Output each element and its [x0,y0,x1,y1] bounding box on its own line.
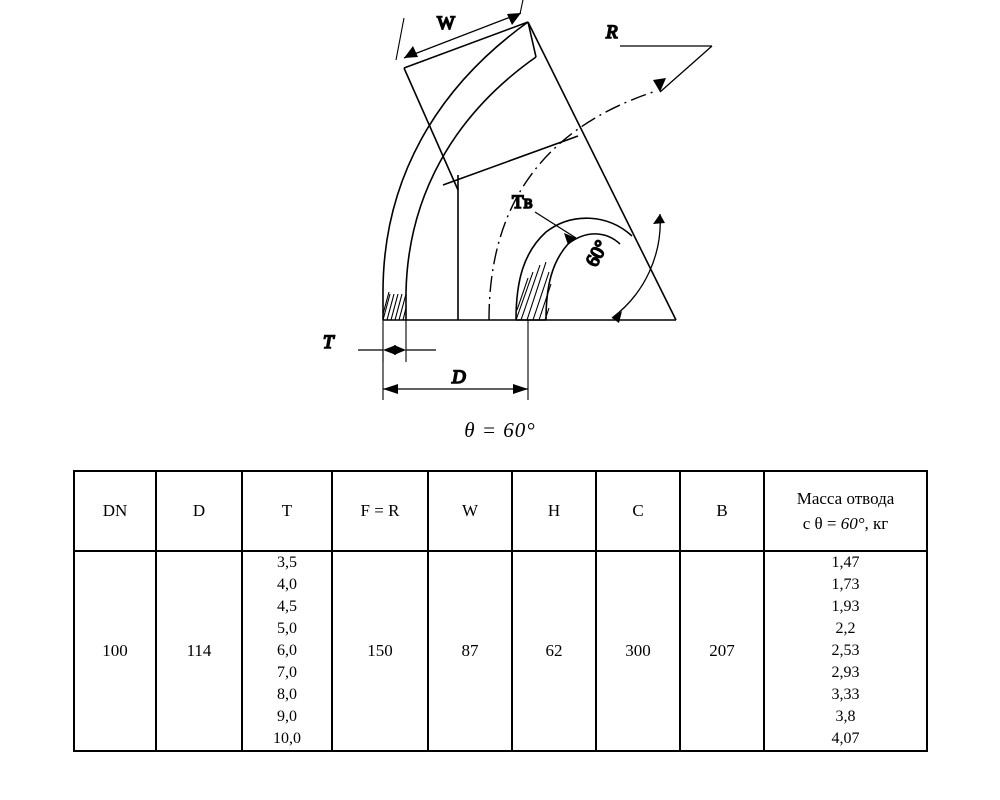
d-arrow-right [513,384,528,394]
header-t: T [242,471,332,551]
header-b: B [680,471,764,551]
cell-t-value: 4,5 [277,598,297,616]
cell-c: 300 [596,551,680,751]
cell-t-value: 3,5 [277,554,297,572]
label-t: T [323,332,334,353]
drawing-caption: θ = 60° [464,418,536,442]
left-wall-hatch [383,292,406,320]
angle-arc [612,214,660,318]
table-row [74,551,927,751]
header-w: W [428,471,512,551]
top-face-left [528,22,536,57]
cell-b: 207 [680,551,764,751]
angle-arrow-2 [653,214,665,224]
outer-right-long-edge [528,22,676,320]
cell-h: 62 [512,551,596,751]
d-arrow-left [383,384,398,394]
cell-t-value: 5,0 [277,620,297,638]
cell-t-list [242,551,332,751]
cell-mass-value: 4,07 [831,729,860,747]
cell-w: 87 [428,551,512,751]
w-arrow-right [507,13,521,25]
r-leader [660,46,712,92]
header-h: H [512,471,596,551]
label-d: D [452,367,466,388]
cell-t-value: 7,0 [277,663,297,681]
cell-dn: 100 [74,551,156,751]
label-angle: 60° [581,236,613,271]
header-mass-pre: с θ = [802,514,841,533]
header-d: D [156,471,242,551]
angle-arrow-1 [612,311,622,323]
label-r: R [606,22,618,43]
t-arrow-right [394,345,406,355]
header-f-r: F = R [332,471,428,551]
label-tb: Tв [512,192,533,213]
cell-d: 114 [156,551,242,751]
cell-t-value: 9,0 [277,707,297,725]
w-band-left-top [404,22,528,68]
cell-mass-value: 2,2 [835,620,856,638]
cell-mass-value: 2,93 [831,663,860,681]
cell-mass-value: 3,33 [831,685,860,703]
w-arrow-left [404,46,418,58]
w-dim-line [404,13,521,58]
header-dn: DN [74,471,156,551]
specification-table [73,470,928,752]
cell-mass-value: 3,8 [835,707,856,725]
cell-t-value: 4,0 [277,576,297,594]
header-c: C [596,471,680,551]
header-mass [764,471,927,551]
cell-t-value: 6,0 [277,642,297,660]
r-arrow [653,78,666,92]
cell-t-value: 8,0 [277,685,297,703]
cell-f-r: 150 [332,551,428,751]
w-ext-left [396,18,404,60]
outer-profile-curve [383,22,528,292]
cell-mass-value: 1,93 [831,598,860,616]
header-mass-angle: 60° [840,514,865,533]
header-mass-post: , кг [864,514,889,533]
w-ext-right [520,0,528,14]
w-band-lower-line [443,136,578,185]
cell-mass-value: 1,47 [831,554,860,572]
table-header-row [74,471,927,551]
cell-mass-value: 2,53 [831,642,860,660]
label-w: W [437,13,455,34]
header-mass-line2 [765,511,926,537]
cell-mass-value: 1,73 [831,576,860,594]
cell-t-value: 10,0 [273,729,301,747]
tb-leader [535,212,576,238]
header-mass-line1: Масса отвода [796,488,895,508]
cell-mass-list [764,551,927,751]
w-band-left-edge [404,68,458,190]
